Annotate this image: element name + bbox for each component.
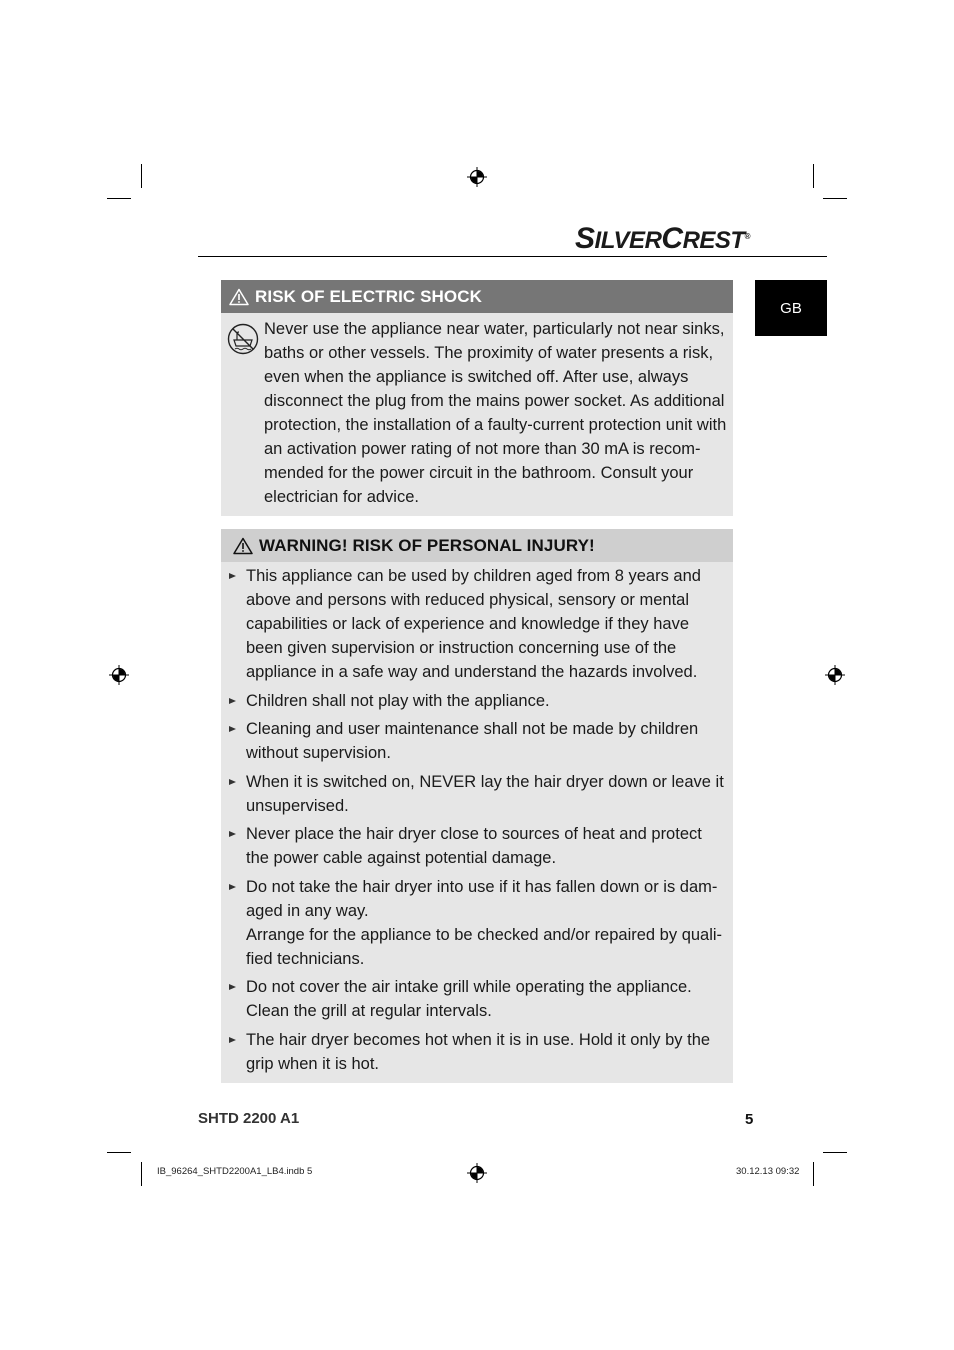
brand-logo: SILVERCREST® bbox=[575, 222, 750, 255]
list-item: Do not cover the air intake grill while operating the appliance. Clean the grill at regular intervals. bbox=[246, 975, 727, 1023]
crop-mark bbox=[813, 164, 814, 188]
crop-mark bbox=[107, 1152, 131, 1153]
warning-triangle-icon bbox=[229, 288, 249, 306]
section-heading: RISK OF ELECTRIC SHOCK bbox=[221, 280, 733, 313]
list-item: Children shall not play with the appliance. bbox=[246, 689, 727, 713]
list-item: This appliance can be used by children aged from 8 years and above and persons with reduced physical, sensory or mental capabilities or lack of experience and knowledge if they have been given supervision or instruction concerning use of the appliance in a safe way and understand the hazards involved. bbox=[246, 564, 727, 684]
crop-mark bbox=[141, 164, 142, 188]
personal-injury-section bbox=[221, 529, 733, 1083]
shock-warning-text: Never use the appliance near water, particularly not near sinks, baths or other vessels. The proximity of water presents a risk, even when the appliance is switched off. After use, always disconnect the plug from the mains power socket. As additional protection, the installation of a faulty-current protection unit with an activation power rating of not more than 30 mA is recom-mended for the power circuit in the bathroom. Consult your electrician for advice. bbox=[264, 320, 727, 506]
crop-mark bbox=[107, 198, 131, 199]
warning-triangle-icon bbox=[233, 537, 253, 555]
crop-mark bbox=[813, 1162, 814, 1186]
list-item-text: Do not take the hair dryer into use if it has fallen down or is dam-aged in any way. bbox=[246, 877, 718, 920]
injury-warning-list bbox=[221, 562, 733, 1084]
list-item: The hair dryer becomes hot when it is in use. Hold it only by the grip when it is hot. bbox=[246, 1028, 727, 1076]
section-heading: WARNING! RISK OF PERSONAL INJURY! bbox=[221, 529, 733, 562]
list-item: Never place the hair dryer close to sources of heat and protect the power cable against potential damage. bbox=[246, 822, 727, 870]
list-item: Cleaning and user maintenance shall not be made by children without supervision. bbox=[246, 717, 727, 765]
list-item-extra-text: Arrange for the appliance to be checked and/or repaired by quali-fied technicians. bbox=[246, 925, 723, 968]
registration-mark-icon bbox=[825, 665, 845, 685]
language-tab: GB bbox=[755, 280, 827, 336]
print-slug-date: 30.12.13 09:32 bbox=[736, 1166, 800, 1177]
page-number: 5 bbox=[745, 1111, 754, 1128]
registration-mark-icon bbox=[467, 1163, 487, 1183]
crop-mark bbox=[823, 1152, 847, 1153]
header-divider bbox=[198, 256, 827, 257]
electric-shock-section bbox=[221, 280, 733, 516]
list-item: When it is switched on, NEVER lay the hair dryer down or leave it unsupervised. bbox=[246, 770, 727, 818]
list-item bbox=[246, 875, 727, 971]
registration-mark-icon bbox=[467, 167, 487, 187]
print-slug-file: IB_96264_SHTD2200A1_LB4.indb 5 bbox=[157, 1166, 313, 1177]
model-number: SHTD 2200 A1 bbox=[198, 1110, 300, 1127]
crop-mark bbox=[823, 198, 847, 199]
crop-mark bbox=[141, 1162, 142, 1186]
no-water-bath-icon bbox=[227, 323, 259, 355]
registration-mark-icon bbox=[109, 665, 129, 685]
